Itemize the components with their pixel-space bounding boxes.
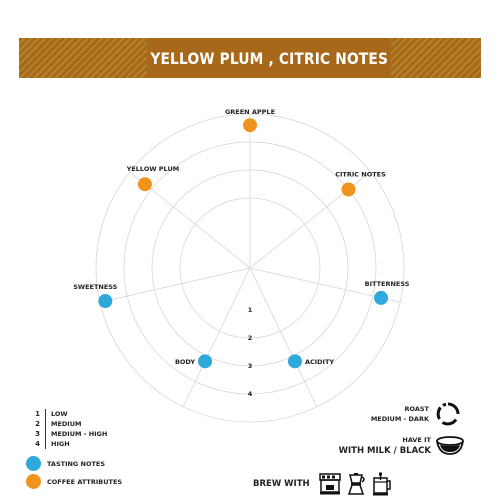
tasting-notes-label: TASTING NOTES [47, 459, 106, 468]
scale-divider [45, 409, 46, 419]
data-point [288, 354, 302, 368]
scale-row [33, 439, 107, 449]
brew-methods [253, 472, 392, 496]
roast-text [371, 404, 429, 424]
page-title: YELLOW PLUM , CITRIC NOTES [150, 48, 388, 68]
axis-label: GREEN APPLE [224, 108, 276, 117]
scale-divider [45, 429, 46, 439]
scale-number: 1 [35, 410, 40, 418]
scale-divider [45, 419, 46, 429]
scale-tick-label: 4 [247, 390, 253, 398]
scale-number: 3 [35, 430, 40, 438]
legend-tasting-notes [26, 456, 105, 471]
roast-label: ROAST [404, 405, 429, 413]
coffee-attributes-swatch [26, 474, 41, 489]
axis-label: YELLOW PLUM [126, 165, 180, 174]
scale-tick-label: 2 [247, 334, 253, 342]
axis-label: CITRIC NOTES [335, 170, 386, 179]
scale-tick-label: 3 [247, 362, 253, 370]
roast-value: MEDIUM - DARK [370, 415, 429, 423]
axis-label: SWEETNESS [73, 283, 118, 292]
data-point [374, 291, 388, 305]
serving-label: HAVE IT [402, 436, 431, 444]
brew-label: BREW WITH [253, 479, 310, 489]
moka-pot-icon [346, 472, 366, 496]
scale-number: 2 [35, 420, 40, 428]
scale-tick-label: 1 [247, 306, 253, 314]
scale-label: LOW [51, 410, 68, 418]
roast-info [371, 402, 460, 426]
cup-icon [435, 435, 465, 457]
scale-row [33, 409, 107, 419]
axis-label: BODY [174, 357, 196, 366]
tasting-notes-swatch [26, 456, 41, 471]
data-point [138, 177, 152, 191]
serving-value: WITH MILK / BLACK [338, 446, 431, 456]
serving-text [339, 435, 431, 457]
legend-coffee-attributes [26, 474, 122, 489]
scale-label: MEDIUM - HIGH [51, 430, 108, 438]
coffee-attributes-label: COFFEE ATTRIBUTES [47, 477, 123, 486]
scale-number: 4 [35, 440, 40, 448]
roast-level-icon [436, 402, 460, 426]
scale-row [33, 419, 107, 429]
scale-legend [33, 409, 107, 449]
axis-label: BITTERNESS [364, 279, 410, 288]
data-point [243, 118, 257, 132]
scale-divider [45, 439, 46, 449]
grid-spoke [100, 268, 250, 302]
espresso-machine-icon [318, 472, 342, 496]
serving-info [339, 435, 465, 457]
data-point [198, 354, 212, 368]
scale-label: HIGH [51, 440, 70, 448]
data-point [342, 182, 356, 196]
french-press-icon [370, 472, 392, 496]
axis-label: ACIDITY [304, 357, 335, 366]
scale-row [33, 429, 107, 439]
scale-label: MEDIUM [51, 420, 82, 428]
data-point [98, 294, 112, 308]
